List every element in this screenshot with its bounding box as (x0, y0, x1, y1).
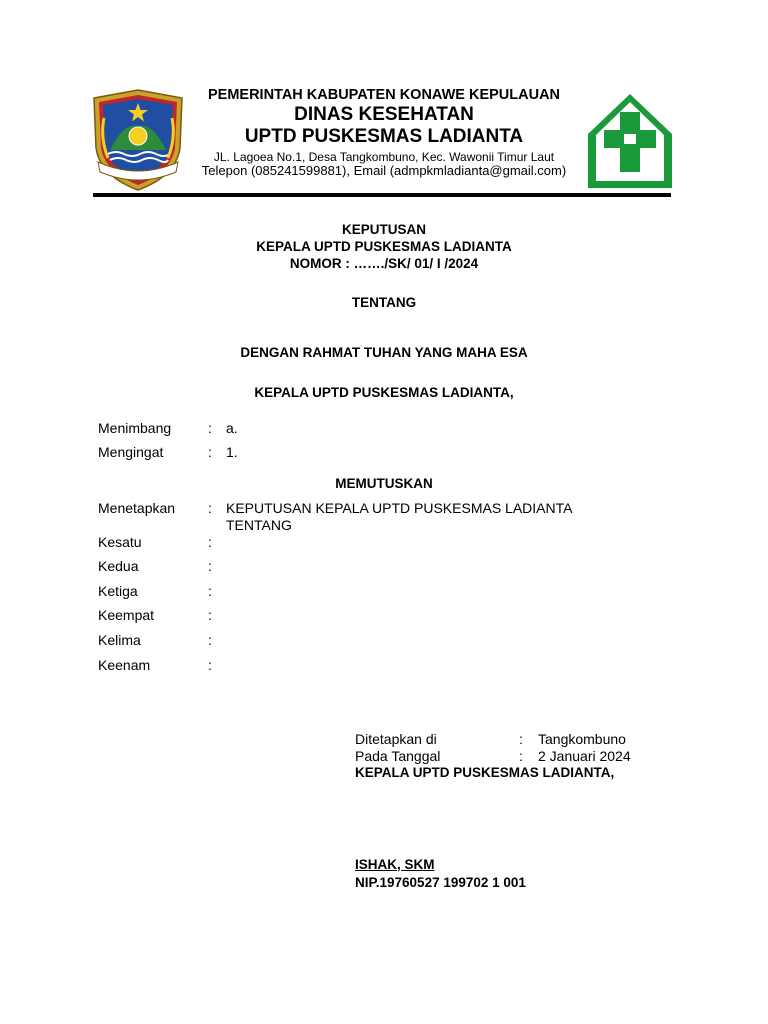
article-label: Ketiga (98, 583, 138, 599)
date-value: 2 Januari 2024 (538, 748, 631, 764)
unit-name: UPTD PUSKESMAS LADIANTA (244, 126, 524, 147)
official-line: KEPALA UPTD PUSKESMAS LADIANTA, (254, 385, 514, 400)
mengingat-label: Mengingat (98, 444, 164, 460)
contact-line: Telepon (085241599881), Email (admpkmladianta@gmail.com) (201, 163, 567, 178)
menetapkan-value-line1: KEPUTUSAN KEPALA UPTD PUSKESMAS LADIANTA (226, 500, 573, 516)
address-line: JL. Lagoea No.1, Desa Tangkombuno, Kec. Wawonii Timur Laut (213, 150, 555, 164)
article-colon: : (208, 607, 212, 623)
letterhead-divider (93, 193, 671, 197)
signatory-name: ISHAK, SKM (355, 857, 435, 872)
article-label: Kedua (98, 558, 139, 574)
article-colon: : (208, 632, 212, 648)
date-colon: : (519, 748, 523, 764)
menimbang-label: Menimbang (98, 420, 172, 436)
decides-heading: MEMUTUSKAN (335, 476, 433, 491)
mengingat-value: 1. (226, 444, 238, 460)
date-label: Pada Tanggal (355, 748, 441, 764)
article-label: Kesatu (98, 534, 142, 550)
place-value: Tangkombuno (538, 731, 626, 747)
signatory-position: KEPALA UPTD PUSKESMAS LADIANTA, (355, 765, 615, 780)
article-label: Keenam (98, 657, 151, 673)
puskesmas-logo-icon (584, 90, 676, 192)
doc-title: KEPUTUSAN (341, 222, 426, 237)
agency-name: DINAS KESEHATAN (294, 104, 474, 125)
menimbang-value: a. (226, 420, 238, 436)
mengingat-colon: : (208, 444, 212, 460)
menetapkan-value-line2: TENTANG (226, 517, 292, 533)
government-name: PEMERINTAH KABUPATEN KONAWE KEPULAUAN (207, 87, 561, 103)
menimbang-colon: : (208, 420, 212, 436)
article-colon: : (208, 657, 212, 673)
article-colon: : (208, 558, 212, 574)
menetapkan-colon: : (208, 500, 212, 516)
doc-issuer: KEPALA UPTD PUSKESMAS LADIANTA (256, 239, 512, 254)
doc-about: TENTANG (351, 295, 417, 310)
blessing-line: DENGAN RAHMAT TUHAN YANG MAHA ESA (240, 345, 528, 360)
doc-number: NOMOR : ……./SK/ 01/ I /2024 (289, 256, 479, 271)
article-colon: : (208, 583, 212, 599)
article-colon: : (208, 534, 212, 550)
place-label: Ditetapkan di (355, 731, 437, 747)
signatory-nip: NIP.19760527 199702 1 001 (355, 875, 526, 890)
menetapkan-label: Menetapkan (98, 500, 176, 516)
place-colon: : (519, 731, 523, 747)
article-label: Kelima (98, 632, 141, 648)
article-label: Keempat (98, 607, 155, 623)
